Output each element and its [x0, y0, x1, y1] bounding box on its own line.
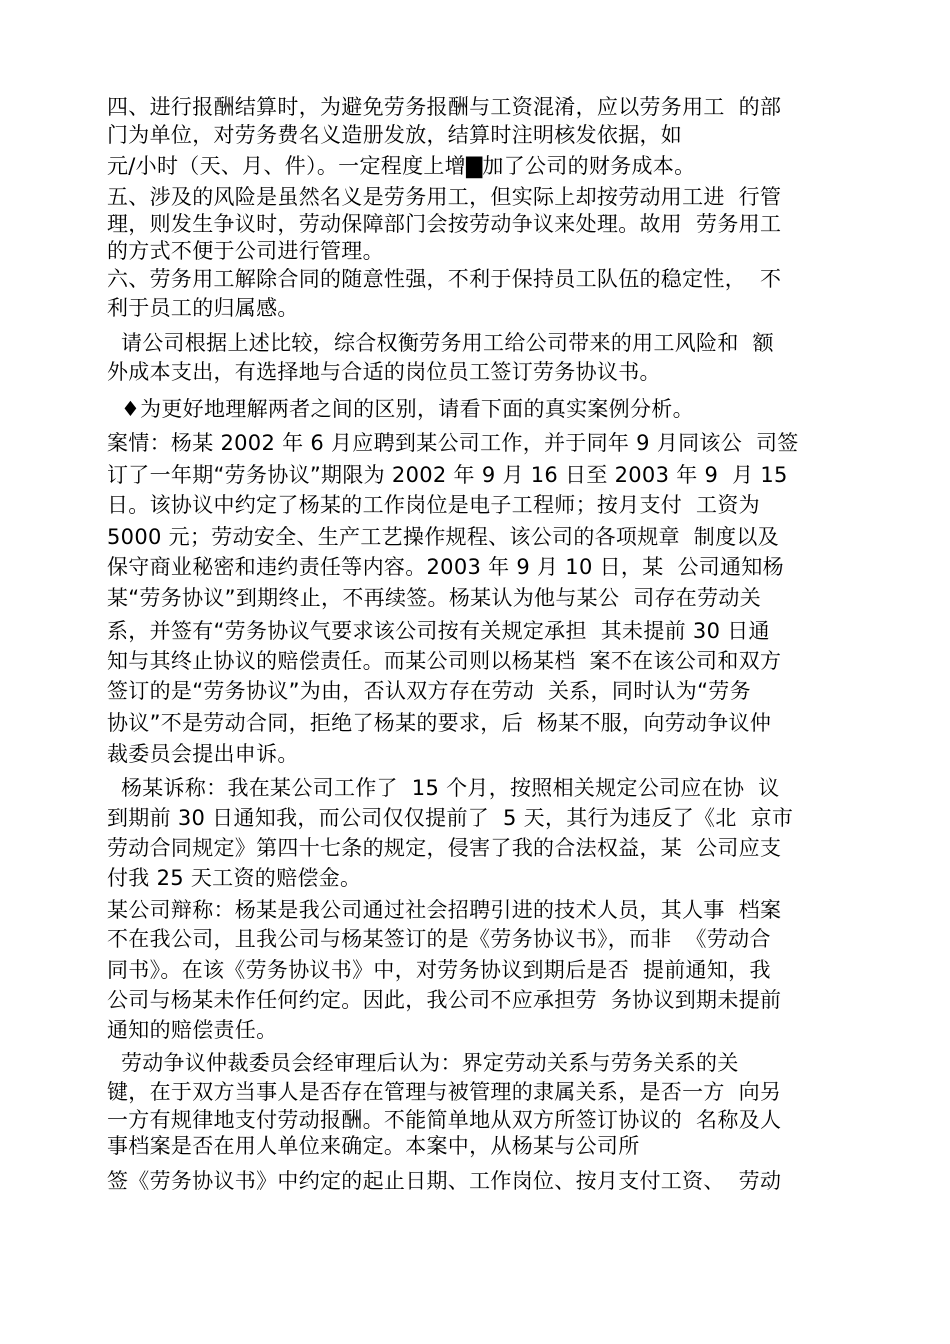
text-line: 保守商业秘密和违约责任等内容。2003 年 9 月 10 日，某 公司通知杨: [107, 555, 784, 579]
text-line: 劳动争议仲裁委员会经审理后认为：界定劳动关系与劳务关系的关: [107, 1051, 739, 1075]
text-line: 的方式不便于公司进行管理。: [107, 239, 384, 263]
text-line: 六、劳务用工解除合同的随意性强，不利于保持员工队伍的稳定性， 不: [107, 267, 782, 291]
text-line: 键，在于双方当事人是否存在管理与被管理的隶属关系，是否一方 向另: [107, 1080, 782, 1104]
text-line: 元/小时（天、月、件）。一定程度上增▇加了公司的财务成本。: [107, 154, 696, 178]
text-line: 不在我公司，且我公司与杨某签订的是《劳务协议书》，而非 《劳动合: [107, 927, 771, 951]
text-line: ♦为更好地理解两者之间的区别，请看下面的真实案例分析。: [107, 397, 694, 421]
text-line: 5000 元；劳动安全、生产工艺操作规程、该公司的各项规章 制度以及: [107, 525, 779, 549]
text-line: 案情：杨某 2002 年 6 月应聘到某公司工作，并于同年 9 月同该公 司签: [107, 431, 799, 455]
text-line: 协议”不是劳动合同，拒绝了杨某的要求，后 杨某不服，向劳动争议仲: [107, 711, 772, 735]
text-line: 订了一年期“劳务协议”期限为 2002 年 9 月 16 日至 2003 年 9 月 15: [107, 463, 788, 487]
text-line: 裁委员会提出申诉。: [107, 742, 299, 766]
text-line: 请公司根据上述比较，综合权衡劳务用工给公司带来的用工风险和 额: [107, 331, 774, 355]
text-line: 四、进行报酬结算时，为避免劳务报酬与工资混淆，应以劳务用工 的部: [107, 95, 782, 119]
text-line: 同书》。在该《劳务协议书》中，对劳务协议到期后是否 提前通知，我: [107, 958, 771, 982]
text-line: 某“劳务协议”到期终止，不再续签。杨某认为他与某公 司存在劳动关: [107, 586, 762, 610]
text-line: 门为单位，对劳务费名义造册发放，结算时注明核发依据，如: [107, 123, 683, 147]
text-line: 系，并签有“劳务协议气要求该公司按有关规定承担 其未提前 30 日通: [107, 619, 770, 643]
text-line: 日。该协议中约定了杨某的工作岗位是电子工程师；按月支付 工资为: [107, 493, 760, 517]
text-line: 某公司辩称：杨某是我公司通过社会招聘引进的技术人员，其人事 档案: [107, 898, 782, 922]
text-line: 到期前 30 日通知我，而公司仅仅提前了 5 天，其行为违反了《北 京市: [107, 806, 794, 830]
text-line: 知与其终止协议的赔偿责任。而某公司则以杨某档 案不在该公司和双方: [107, 649, 782, 673]
text-line: 通知的赔偿责任。: [107, 1018, 278, 1042]
text-line: 公司与杨某未作任何约定。因此，我公司不应承担劳 务协议到期未提前: [107, 988, 782, 1012]
text-line: 签订的是“劳务协议”为由，否认双方存在劳动 关系，同时认为“劳务: [107, 679, 751, 703]
text-line: 劳动合同规定》第四十七条的规定，侵害了我的合法权益，某 公司应支: [107, 836, 782, 860]
text-line: 签《劳务协议书》中约定的起止日期、工作岗位、按月支付工资、 劳动: [107, 1169, 782, 1193]
text-line: 付我 25 天工资的赔偿金。: [107, 866, 362, 890]
text-line: 利于员工的归属感。: [107, 296, 299, 320]
text-line: 事档案是否在用人单位来确定。本案中，从杨某与公司所: [107, 1134, 640, 1158]
text-line: 杨某诉称：我在某公司工作了 15 个月，按照相关规定公司应在协 议: [107, 776, 780, 800]
text-line: 外成本支出，有选择地与合适的岗位员工签订劳务协议书。: [107, 360, 661, 384]
text-line: 五、涉及的风险是虽然名义是劳务用工，但实际上却按劳动用工进 行管: [107, 185, 782, 209]
text-line: 一方有规律地支付劳动报酬。不能简单地从双方所签订协议的 名称及人: [107, 1108, 782, 1132]
text-line: 理，则发生争议时，劳动保障部门会按劳动争议来处理。故用 劳务用工: [107, 212, 782, 236]
